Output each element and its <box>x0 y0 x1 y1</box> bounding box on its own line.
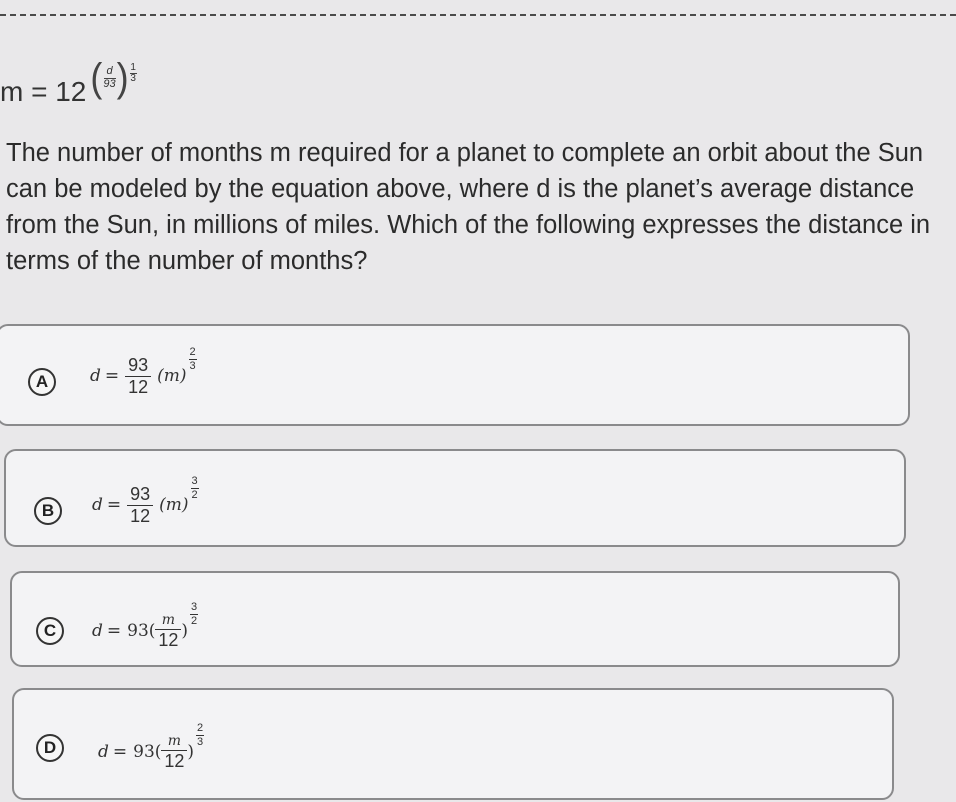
equation-exponent <box>130 63 137 84</box>
choice-a-formula: d = $\frac{93}{12}$ (m) 2 3 <box>90 345 196 397</box>
choice-d-formula: d = 93( $\frac{m}{12}$ ) 2 3 <box>98 721 204 771</box>
choice-b-letter: B <box>34 497 62 525</box>
choice-a-coefficient: $\frac{93}{12}$ <box>125 356 151 397</box>
main-equation <box>0 54 137 108</box>
equation-lhs: m = 12 <box>0 76 87 107</box>
choice-c-exponent: 3 2 <box>190 600 198 627</box>
choice-d-fraction: $\frac{m}{12}$ <box>161 734 187 771</box>
choice-a[interactable] <box>0 324 910 426</box>
choice-c-fraction: $\frac{m}{12}$ <box>155 613 181 650</box>
choice-a-letter: A <box>28 368 56 396</box>
exponent-denominator: 3 <box>130 72 136 84</box>
inner-numerator: d <box>106 64 113 77</box>
exponent-numerator: 1 <box>130 61 136 73</box>
choice-d[interactable] <box>12 688 894 800</box>
right-paren: ) <box>116 54 129 100</box>
choice-b-formula: d = $\frac{93}{12}$ (m) 3 2 <box>92 474 198 526</box>
choice-c-letter: C <box>36 617 64 645</box>
choice-b-coefficient: $\frac{93}{12}$ <box>127 485 153 526</box>
inner-denominator: 93 <box>103 77 116 90</box>
choice-d-exponent: 2 3 <box>196 721 204 748</box>
choice-d-letter: D <box>36 734 64 762</box>
choice-c[interactable] <box>10 571 900 667</box>
choice-a-exponent: 2 3 <box>189 345 196 372</box>
left-paren: ( <box>90 54 103 100</box>
choice-b-exponent: 3 2 <box>191 474 198 501</box>
choice-c-formula: d = 93( $\frac{m}{12}$ ) 3 2 <box>92 600 198 650</box>
inner-fraction <box>103 66 115 90</box>
equation-power-term <box>90 54 136 100</box>
choice-b[interactable] <box>4 449 906 547</box>
dashed-top-border <box>0 14 956 16</box>
question-text: The number of months m required for a planet to complete an orbit about the Sun can be modeled by the equation above, where d is the planet’s average distance from the Sun, in millions of miles. Which of the following expresses the distance in terms of the number of months? <box>6 139 931 275</box>
